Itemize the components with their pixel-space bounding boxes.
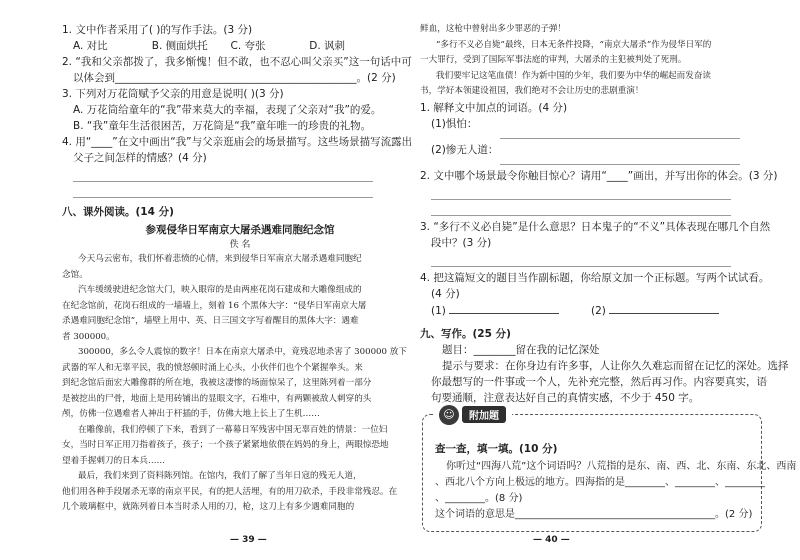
r-q3-line1: 3. “多行不义必自毙”是什么意思？日本鬼子的“不义”具体表现在哪几个自然 <box>420 220 771 233</box>
r-q1-a-label: (1)惧怕： <box>431 117 478 130</box>
article-paragraph <box>62 469 398 516</box>
q1-option-a: A. 对比 <box>73 40 108 52</box>
q1-option-b: B. 侧面烘托 <box>151 40 208 52</box>
q2-line1: 2. “我和父亲都拨了，我多惭愧！但不敢，也不忍心叫父亲买”这一句话中可 <box>62 56 412 68</box>
paragraph-line: 者 300000。 <box>62 331 115 342</box>
answer-line <box>73 185 373 198</box>
bonus-line: 、西北八个方向上极远的地方。四海指的是________、________、________ <box>435 476 765 488</box>
q1-options <box>62 38 388 54</box>
r-q1-b-label: (2)惨无人道： <box>431 143 499 156</box>
r-q4-a-label: (1) <box>431 304 446 317</box>
bonus-question-box <box>422 407 797 532</box>
paragraph-line: 汽车缓缓驶进纪念馆大门，映入眼帘的是由两座花岗石建成和大雕像组成的 <box>78 285 362 295</box>
paragraph-line: 几个玻璃框中，就陈列着日本当时杀人用的刀，枪，这刀上有多少遇难同胞的 <box>62 502 355 512</box>
r-q4-answers <box>420 302 778 320</box>
q2-line2: 以体会到______________________________________________。(2 分) <box>73 72 396 84</box>
writing-hint: 你最想写的一件事或一个人，先补充完整，然后再习作。内容要真实，语 <box>431 375 767 388</box>
paragraph-line: 一大罪行，受到了国际军事法庭的审判，大屠杀的主犯被判处了死刑。 <box>420 55 687 65</box>
paragraph-line: “多行不义必自毙”最终，日本无条件投降，“南京大屠杀”作为侵华日军的 <box>436 39 712 50</box>
page-number-39: — 39 — <box>230 535 267 545</box>
q3-stem: 3. 下列对万花筒赋予父亲的用意是说明( )(3 分) <box>62 88 284 100</box>
writing-topic: 题目：________留在我的记忆深处 <box>442 343 600 356</box>
r-q4-b-label: (2) <box>591 304 606 317</box>
bonus-tab <box>433 405 512 425</box>
paragraph-line: 杀遇难同胞纪念馆”，墙壁上用中、英、日三国文字写着醒目的黑体大字：遇难 <box>62 316 359 326</box>
bonus-label: 附加题 <box>462 406 506 423</box>
q1-option-d: D. 讽刺 <box>309 40 346 52</box>
paragraph-line: 是被挖出的尸骨，地面上是用砖铺出的显眼文字，石堆中，有两颗被敌人刺穿的头 <box>62 393 372 404</box>
answer-line <box>431 203 731 216</box>
paragraph-line: 女，当时日军正用刀指着孩子，孩子；一个孩子紧紧地依偎在妈妈的身上，两眼惊恐地 <box>62 440 389 450</box>
article-continuation <box>420 22 778 100</box>
article-paragraph <box>62 423 388 470</box>
r-q4-line2: (4 分) <box>431 287 460 300</box>
r-q1-stem: 1. 解释文中加点的词语。(4 分) <box>420 101 568 114</box>
q1-option-c: C. 夸张 <box>230 40 266 52</box>
answer-line <box>500 152 740 165</box>
q3-option-a: A. 万花筒给童年的“我”带来莫大的幸福，表现了父亲对“我”的爱。 <box>73 104 382 116</box>
bonus-line: 这个词语的意思是________________________________________。(2 分) <box>435 508 753 520</box>
page-number-40: — 40 — <box>533 535 570 545</box>
r-q3-line2: 段中？(3 分) <box>431 236 492 249</box>
article-author: 佚 名 <box>229 240 251 250</box>
q4-line1: 4. 用“____”在文中画出“我”与父亲逛庙会的场景描写。这些场景描写流露出 <box>62 136 413 148</box>
paragraph-line: 到纪念馆后面宏大雕像群的所在地，我被这凄惨的场面惊呆了，这里陈列着一部分 <box>62 378 372 388</box>
answer-line <box>73 169 373 182</box>
q3-option-b: B. “我”童年生活很困苦，万花筒是“我”童年唯一的珍贵的礼物。 <box>73 120 372 132</box>
r-q4-answer-2 <box>591 302 751 320</box>
paragraph-line: 我们要牢记这笔血债！作为新中国的少年，我们要为中华的崛起而发奋读 <box>436 70 712 81</box>
paragraph-line: 鲜血，这枪中曾射出多少罪恶的子弹！ <box>420 24 567 34</box>
article-title: 参观侵华日军南京大屠杀遇难同胞纪念馆 <box>145 224 335 236</box>
article-paragraph <box>62 283 388 345</box>
r-q2-line1: 2. 文中哪个场景最令你触目惊心？请用“____”画出，并写出你的体会。(3 分) <box>420 169 778 182</box>
blank-line <box>609 303 719 314</box>
paragraph-line: 颅，仿佛一位遇难者人神出于杆插的手，仿佛大地上长上了生机…… <box>62 409 320 419</box>
paragraph-line: 书，学好本领建设祖国，我们绝对不会让历史的悲剧重演！ <box>420 86 644 96</box>
writing-hint: 提示与要求：在你身边有许多事，人让你久久难忘而留在记忆的深处。选择 <box>442 359 789 372</box>
section-9-title: 九、写作。(25 分) <box>420 327 511 340</box>
paragraph-line: 在雕像前，我们停顿了下来，看到了一幕幕日军残害中国无辜百姓的情景：一位妇 <box>78 424 388 435</box>
paragraph-line: 最后，我们来到了资料陈列馆。在馆内，我们了解了当年日寇的残无人道， <box>78 471 362 481</box>
article-paragraph <box>62 252 388 283</box>
q1-stem: 1. 文中作者采用了( )的写作手法。(3 分) <box>62 24 253 36</box>
bonus-subtitle: 查一查，填一填。(10 分) <box>435 442 558 455</box>
r-q4-answer-1 <box>431 302 591 320</box>
answer-line <box>431 254 731 267</box>
answer-line <box>431 187 731 200</box>
paragraph-line: 在纪念馆前，花岗石组成的一墙墙上，刻着 16 个黑体大字：“侵华日军南京大屠 <box>62 300 367 311</box>
paragraph-line: 望着手握刺刀的日本兵…… <box>62 455 166 466</box>
paragraph-line: 300000，多么令人震惊的数字！日本在南京大屠杀中，竟残忍地杀害了 300000 放下 <box>78 347 407 357</box>
robot-icon: ☺ <box>439 405 459 425</box>
paragraph-line: 武器的军人和无辜平民，我的愤怒顿时涌上心头，小伙伴们也个个紧握拳头。来 <box>62 362 363 373</box>
right-page <box>400 0 800 560</box>
blank-line <box>449 303 559 314</box>
bonus-line: 、________。(8 分) <box>435 492 523 504</box>
answer-line <box>500 126 740 139</box>
q4-line2: 父子之间怎样的情感？(4 分) <box>73 152 207 164</box>
paragraph-line: 念馆。 <box>62 269 88 280</box>
bonus-line: 你听过“四海八荒”这个词语吗？八荒指的是东、南、西、北、东南、东北、西南 <box>446 460 797 472</box>
section-8-title: 八、课外阅读。(14 分) <box>62 206 174 218</box>
r-q4-line1: 4. 把这篇短文的题目当作副标题，你给原文加一个正标题。写两个试试看。 <box>420 271 770 284</box>
paragraph-line: 他们用各种手段屠杀无辜的南京平民，有的把人活埋，有的用刀砍杀，手段非常残忍。在 <box>62 486 398 497</box>
article-paragraph <box>62 345 407 423</box>
writing-hint: 句要通顺，注意表达好自己的真情实感，不少于 450 字。 <box>431 391 700 404</box>
paragraph-line: 今天乌云密布，我们怀着悲愤的心情，来到侵华日军南京大屠杀遇难同胞纪 <box>78 254 362 264</box>
